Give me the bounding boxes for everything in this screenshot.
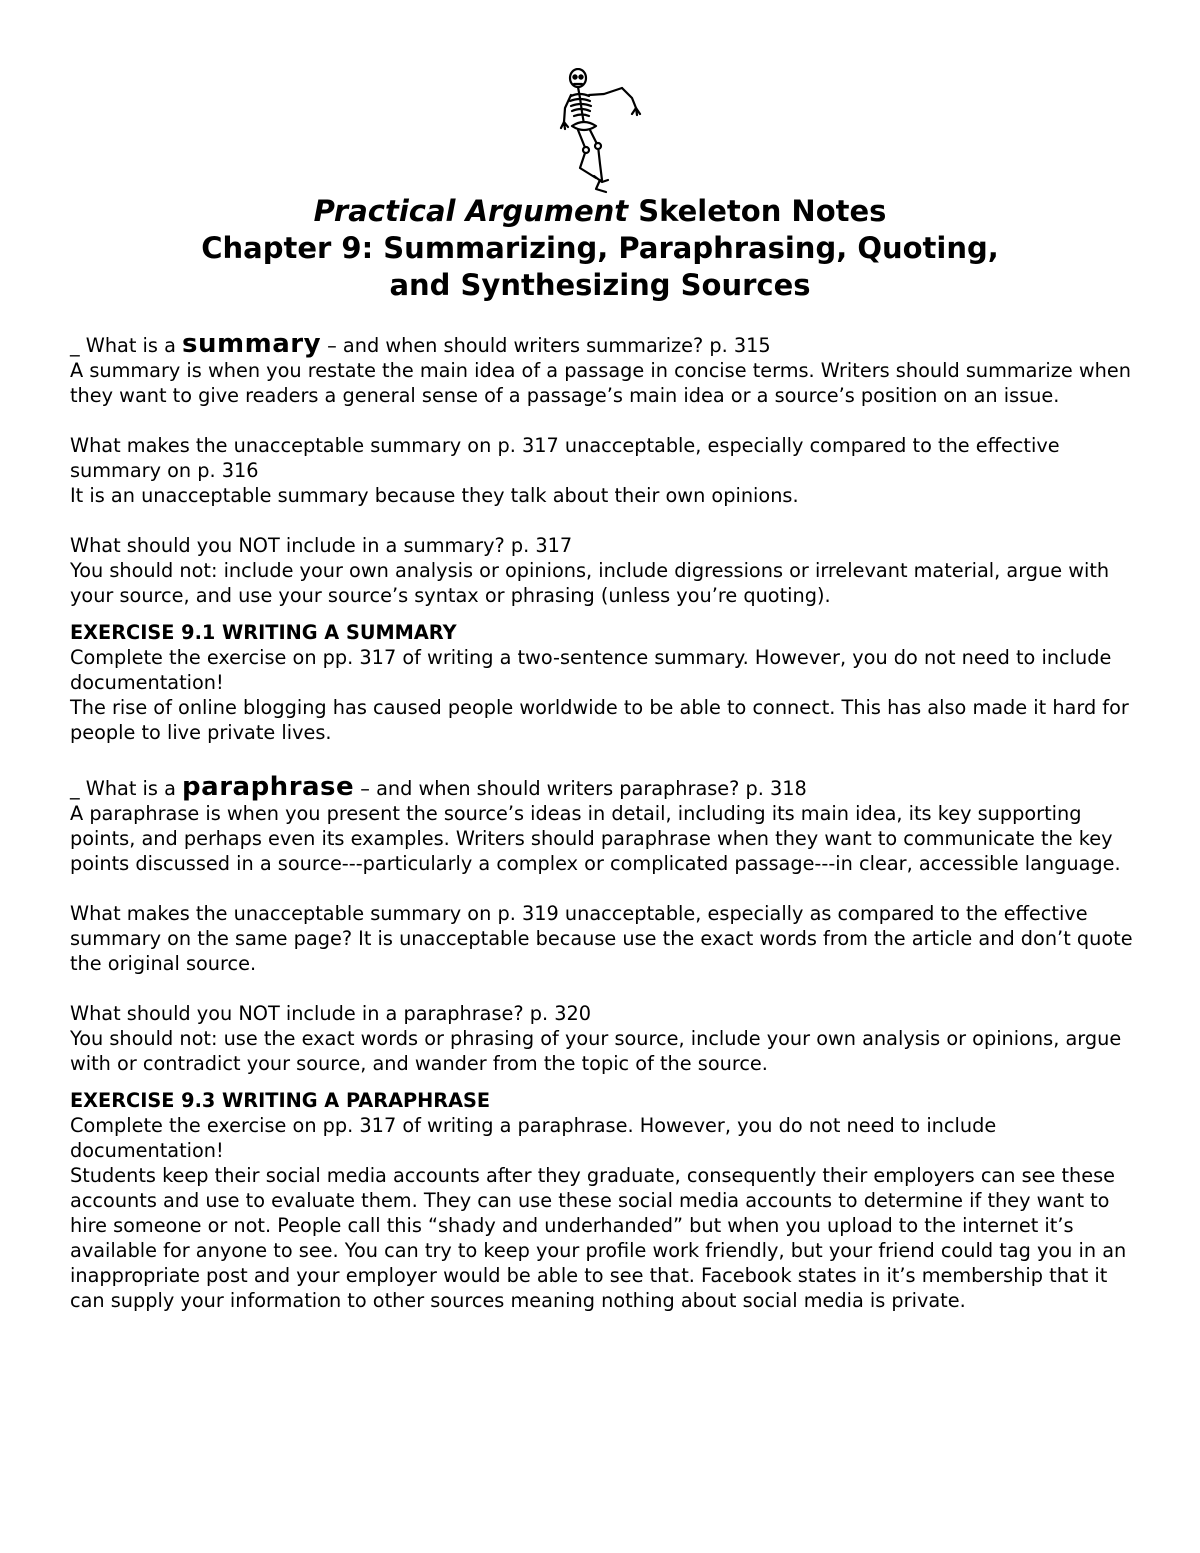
skeleton-illustration <box>556 68 646 194</box>
exercise-9-3-response: Students keep their social media accounts after they graduate, consequently their employers can see these accounts and use to evaluate them. They can use these social media accounts to determine if they want to hire someone or not. People call this “shady and underhanded” but when you upload to the internet it’s available for anyone to see. You can try to keep your profile work friendly, but your friend could tag you in an inappropriate post and your employer would be able to see that. Facebook states in it’s membership that it can supply your information to other sources meaning nothing about social media is private. <box>70 1164 1127 1312</box>
question-prefix: _ What is a <box>70 777 183 800</box>
term-summary: summary <box>182 329 322 359</box>
exercise-9-1-instructions: Complete the exercise on pp. 317 of writing a two-sentence summary. However, you do not need to include documentation! <box>70 646 1112 694</box>
document-title <box>0 193 1200 304</box>
summary-answer: A summary is when you restate the main idea of a passage in concise terms. Writers should summarize when they want to give readers a general sense of a passage’s main idea or a source’s position on an issue. <box>70 359 1131 407</box>
title-line-2: Chapter 9: Summarizing, Paraphrasing, Quoting, <box>201 231 999 265</box>
paraphrase-question-2: What makes the unacceptable summary on p. 319 unacceptable, especially as compared to the effective summary on the same page? It is unacceptable because use the exact words from the article and don’t quote the original source. <box>70 902 1133 975</box>
question-suffix: – and when should writers summarize? p. 315 <box>321 334 771 357</box>
document-body <box>70 329 1140 1313</box>
summary-question-3: What should you NOT include in a summary? p. 317 <box>70 534 573 557</box>
exercise-9-3-instructions: Complete the exercise on pp. 317 of writing a paraphrase. However, you do not need to include documentation! <box>70 1114 997 1162</box>
exercise-9-1-heading: EXERCISE 9.1 WRITING A SUMMARY <box>70 621 457 644</box>
summary-answer-3: You should not: include your own analysis or opinions, include digressions or irrelevant material, argue with your source, and use your source’s syntax or phrasing (unless you’re quoting). <box>70 559 1110 607</box>
question-prefix: _ What is a <box>70 334 183 357</box>
exercise-9-3-heading: EXERCISE 9.3 WRITING A PARAPHRASE <box>70 1089 491 1112</box>
paraphrase-answer: A paraphrase is when you present the source’s ideas in detail, including its main idea, its key supporting points, and perhaps even its examples. Writers should paraphrase when they want to communicate the key points discussed in a source---particularly a complex or complicated passage---in clear, accessible language. <box>70 802 1121 875</box>
title-line-3: and Synthesizing Sources <box>389 268 811 302</box>
book-title: Practical Argument <box>313 194 629 228</box>
summary-answer-2: It is an unacceptable summary because they talk about their own opinions. <box>70 484 799 507</box>
paraphrase-question-3: What should you NOT include in a paraphrase? p. 320 <box>70 1002 592 1025</box>
title-suffix: Skeleton Notes <box>628 194 887 228</box>
question-suffix: – and when should writers paraphrase? p. 318 <box>354 777 807 800</box>
term-paraphrase: paraphrase <box>182 772 355 802</box>
title-line-1 <box>0 193 1200 230</box>
summary-question <box>70 329 1140 359</box>
exercise-9-1-response: The rise of online blogging has caused people worldwide to be able to connect. This has also made it hard for people to live private lives. <box>70 696 1129 744</box>
paraphrase-answer-3: You should not: use the exact words or phrasing of your source, include your own analysis or opinions, argue with or contradict your source, and wander from the topic of the source. <box>70 1027 1122 1075</box>
summary-question-2: What makes the unacceptable summary on p. 317 unacceptable, especially compared to the effective summary on p. 316 <box>70 434 1060 482</box>
paraphrase-question <box>70 772 1140 802</box>
